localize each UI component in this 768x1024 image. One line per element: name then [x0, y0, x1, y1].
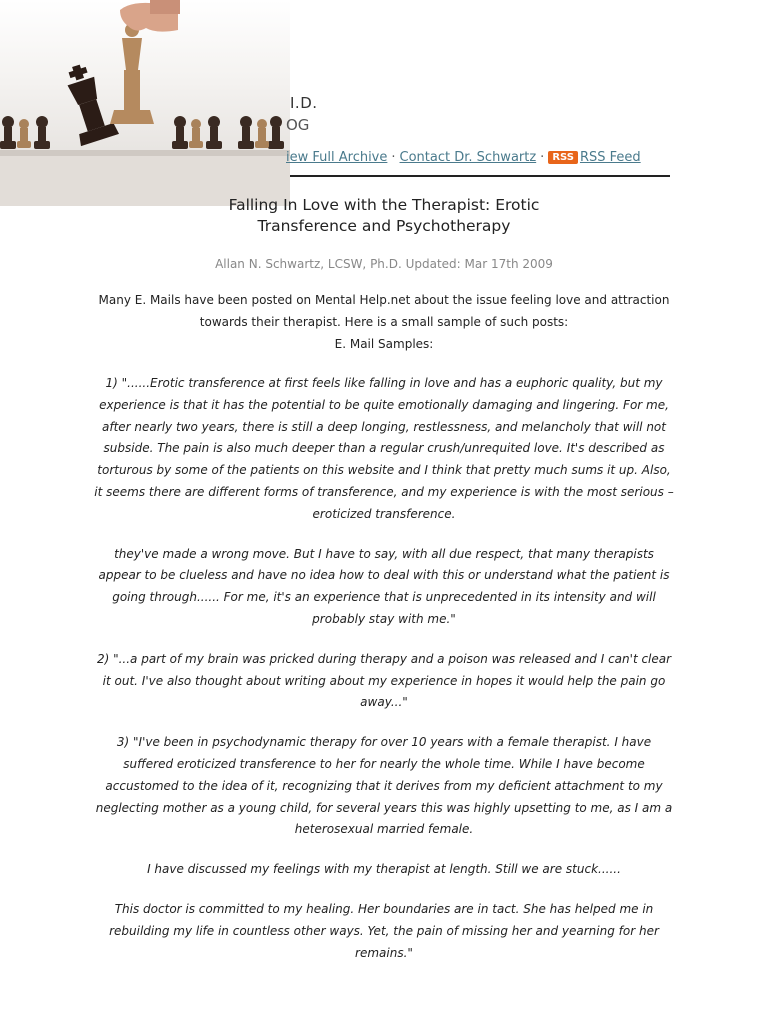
email-sample-3: 3) "I've been in psychodynamic therapy for over 10 years with a female therapist. I have suffered eroticized transference to her for nearly the whole time. While I have become accustomed to the idea of it, recognizing that it derives from my deficient attachment to my neglecting mother as a young child, for several years this was highly upsetting to me, as I am a heterosexual married female.: [95, 735, 673, 837]
chess-illustration: [0, 0, 290, 206]
article-title-line: Transference and Psychotherapy: [257, 217, 511, 235]
intro-line: towards their therapist. Here is a small sample of such posts:: [199, 315, 569, 329]
article-title: [94, 195, 674, 237]
header-divider: [290, 175, 670, 177]
contact-link[interactable]: Contact Dr. Schwartz: [399, 150, 537, 165]
email-sample-1: 1) "......Erotic transference at first feels like falling in love and has a euphoric quality, but my experience is that it has the potential to be quite emotionally damaging and lingering. For me, after nearly two years, there is still a deep longing, restlessness, and melancholy that will not subside. The pain is also much deeper than a regular crush/unrequited love. It's described as torturous by some of the patients on this website and I think that pretty much sums it up. Also, it seems there are different forms of transference, and my experience is with the most serious – eroticized transference.: [94, 376, 674, 521]
site-name: I.D.: [290, 94, 318, 112]
king-piece: [57, 60, 119, 147]
hand-image: [120, 0, 180, 32]
email-sample-2: 2) "...a part of my brain was pricked during therapy and a poison was released and I can't clear it out. I've also thought about writing about my experience in hopes it would help the pain go away...": [96, 651, 672, 710]
nav-separator: ·: [391, 150, 396, 165]
rss-feed-link[interactable]: RSS Feed: [579, 150, 641, 165]
nav-separator: ·: [540, 150, 545, 165]
view-archive-link[interactable]: iew Full Archive: [286, 150, 388, 165]
article-byline: Allan N. Schwartz, LCSW, Ph.D. Updated: Mar 17th 2009: [215, 257, 553, 271]
email-sample-3-continued: I have discussed my feelings with my therapist at length. Still we are stuck......: [147, 862, 621, 877]
rss-icon[interactable]: RSS: [548, 151, 578, 164]
intro-line: E. Mail Samples:: [334, 337, 434, 351]
email-sample-3-end: This doctor is committed to my healing. Her boundaries are in tact. She has helped me in rebuilding my life in countless other ways. Yet, the pain of missing her and yearning for her remains.": [109, 901, 659, 960]
top-nav: [286, 150, 641, 165]
email-sample-1-continued: they've made a wrong move. But I have to say, with all due respect, that many therapists appear to be clueless and have no idea how to deal with this or understand what the patient is going through...... For me, it's an experience that is unprecedented in its intensity and will probably stay with me.": [98, 546, 670, 626]
queen-piece: [110, 23, 154, 124]
header-chess-image: [0, 0, 290, 206]
article-intro: [94, 289, 674, 355]
site-subtitle: OG: [286, 116, 310, 134]
intro-line: Many E. Mails have been posted on Mental Help.net about the issue feeling love and attraction: [98, 293, 670, 307]
article: [94, 195, 674, 982]
article-title-line: Falling In Love with the Therapist: Erotic: [228, 196, 540, 214]
